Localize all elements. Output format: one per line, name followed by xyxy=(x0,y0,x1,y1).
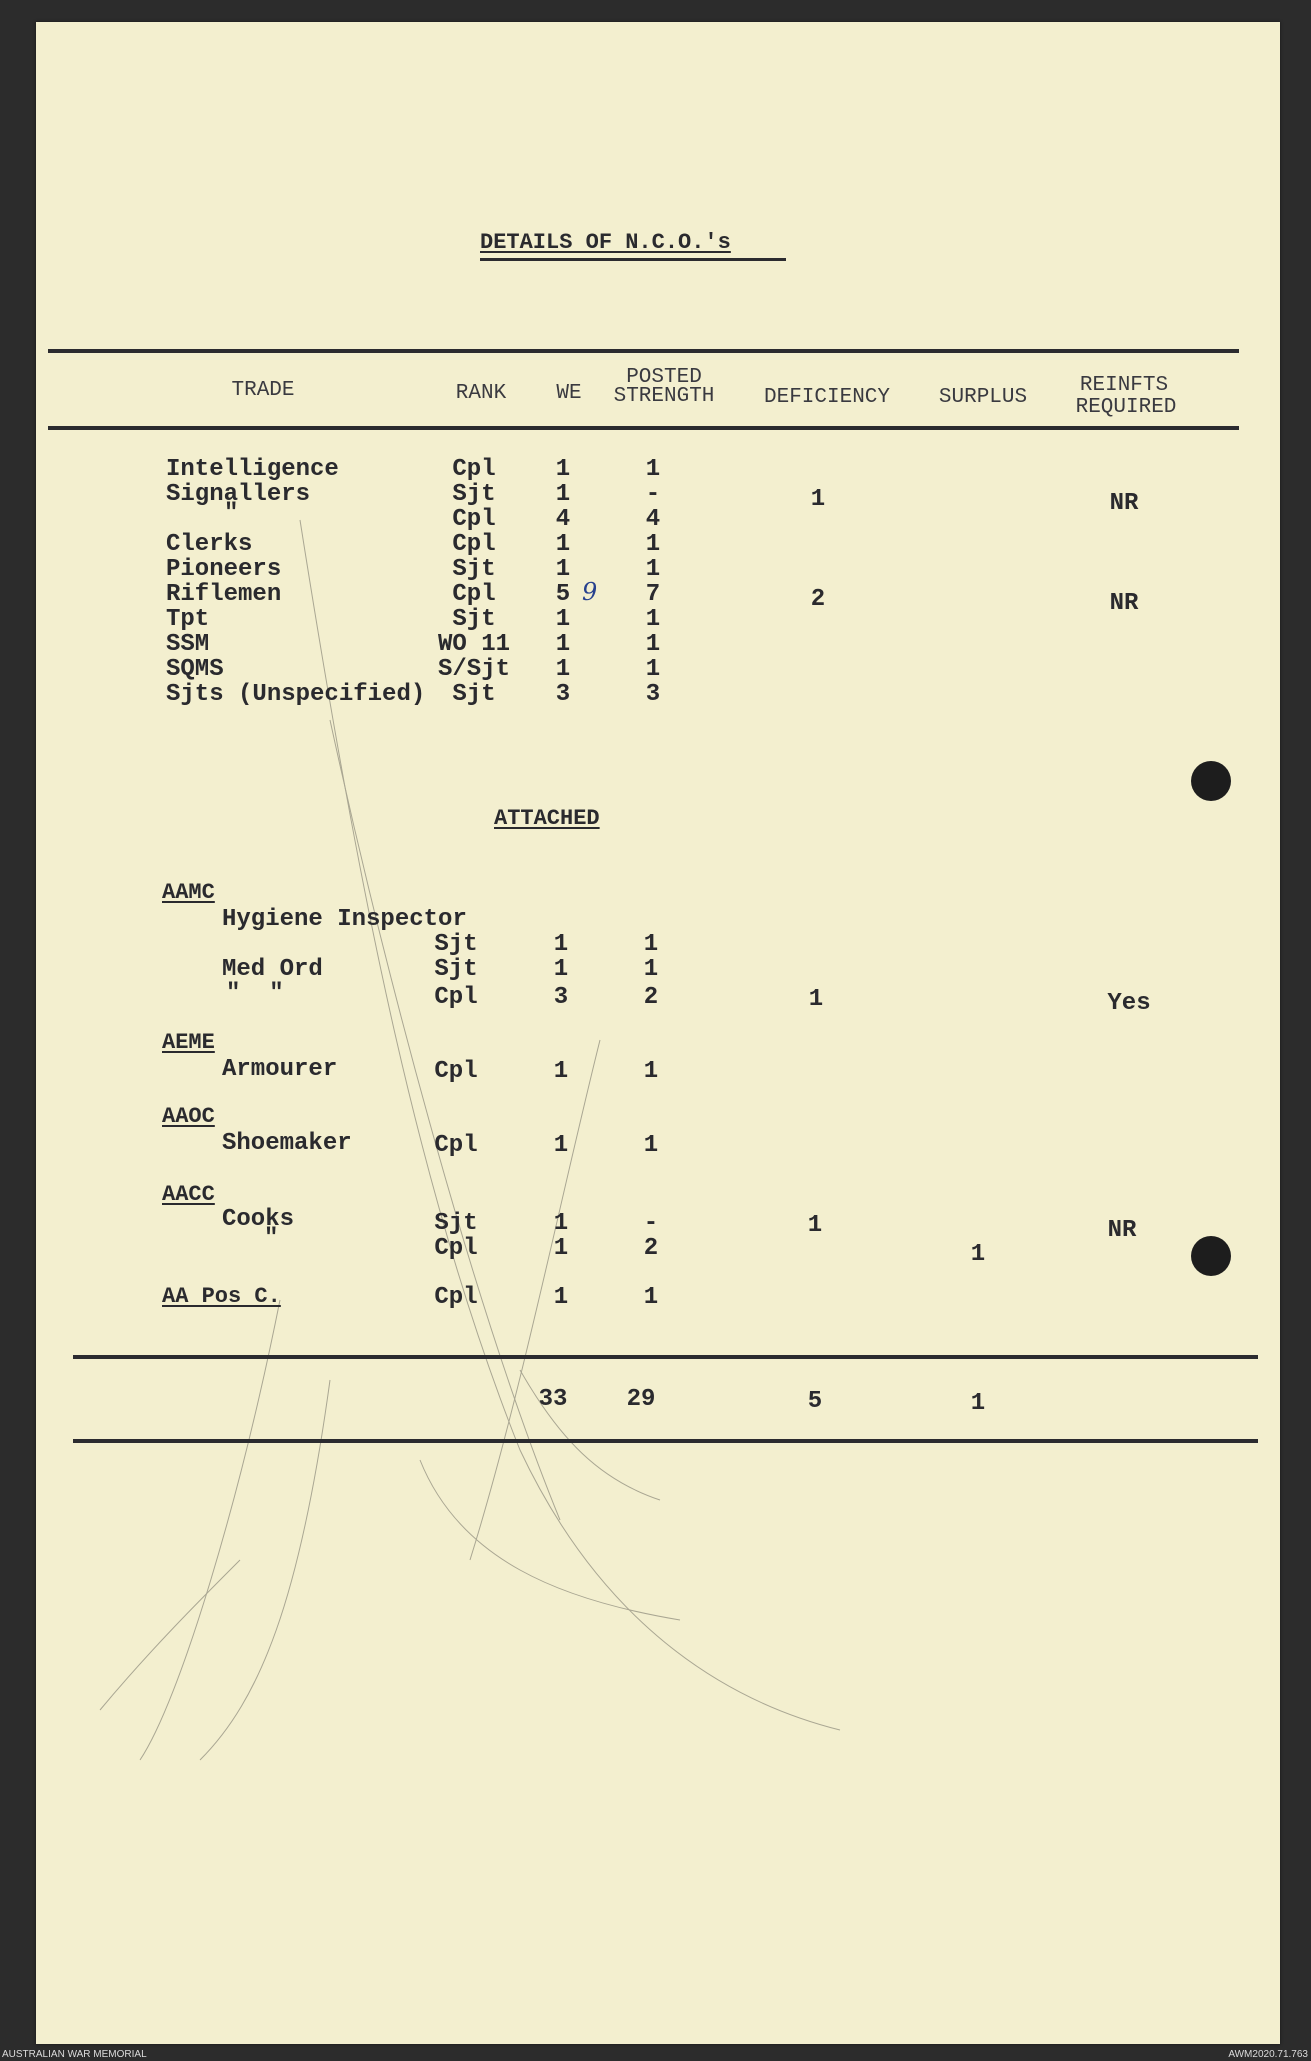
rank-cell: Sjt xyxy=(452,606,496,633)
trade-cell: Tpt xyxy=(166,606,210,633)
posted-cell: 1 xyxy=(643,1058,659,1085)
trade-cell: Sjts (Unspecified) xyxy=(166,681,426,708)
deficiency-cell: 1 xyxy=(807,1212,823,1239)
trade-cell: " xyxy=(264,1225,279,1252)
corps-label-aaoc: AAOC xyxy=(162,1104,215,1129)
trade-cell: Riflemen xyxy=(166,581,282,608)
title-underline xyxy=(480,258,786,261)
corps-label-aapos: AA Pos C. xyxy=(162,1284,281,1309)
table-header-rule xyxy=(48,426,1239,430)
rank-cell: Sjt xyxy=(434,1210,478,1237)
rank-cell: Sjt xyxy=(452,681,496,708)
posted-cell: 1 xyxy=(643,931,659,958)
we-cell: 1 xyxy=(553,1235,569,1262)
we-cell: 1 xyxy=(555,531,571,558)
deficiency-cell: 1 xyxy=(810,486,826,513)
trade-cell: Med Ord xyxy=(222,956,323,983)
total-surplus: 1 xyxy=(970,1390,986,1417)
corps-label-aacc: AACC xyxy=(162,1182,215,1207)
we-cell: 5 xyxy=(555,581,571,608)
total-posted: 29 xyxy=(626,1386,656,1413)
we-cell: 1 xyxy=(553,956,569,983)
trade-cell: Pioneers xyxy=(166,556,282,583)
totals-bottom-rule xyxy=(73,1439,1258,1443)
header-deficiency: DEFICIENCY xyxy=(763,386,891,409)
rank-cell: S/Sjt xyxy=(437,656,511,683)
total-deficiency: 5 xyxy=(807,1388,823,1415)
corps-label-aeme: AEME xyxy=(162,1030,215,1055)
rank-cell: Cpl xyxy=(434,1132,478,1159)
rank-cell: Sjt xyxy=(452,481,496,508)
reinfts-cell: Yes xyxy=(1107,990,1151,1017)
total-we: 33 xyxy=(538,1386,568,1413)
posted-cell: 2 xyxy=(643,1235,659,1262)
rank-cell: Cpl xyxy=(434,1284,478,1311)
page-title: DETAILS OF N.C.O.'s xyxy=(480,230,731,255)
we-cell: 1 xyxy=(553,1284,569,1311)
posted-cell: 1 xyxy=(645,631,661,658)
footer-accession-number: AWM2020.71.763 xyxy=(1228,2049,1308,2060)
posted-cell: 1 xyxy=(645,656,661,683)
rank-cell: Cpl xyxy=(434,1235,478,1262)
reinfts-cell: NR xyxy=(1109,490,1139,517)
trade-cell: Signallers xyxy=(166,481,311,508)
header-rank: RANK xyxy=(455,382,507,405)
posted-cell: 1 xyxy=(645,606,661,633)
trade-cell: " " xyxy=(226,980,284,1007)
rank-cell: Cpl xyxy=(434,984,478,1011)
rank-cell: Cpl xyxy=(452,531,496,558)
header-surplus: SURPLUS xyxy=(938,386,1028,409)
posted-cell: 1 xyxy=(643,956,659,983)
we-cell: 1 xyxy=(555,481,571,508)
trade-cell: Hygiene Inspector xyxy=(222,906,467,933)
posted-cell: - xyxy=(643,1210,659,1237)
we-cell: 3 xyxy=(553,984,569,1011)
reinfts-cell: NR xyxy=(1107,1217,1137,1244)
rank-cell: Cpl xyxy=(452,456,496,483)
trade-cell: Intelligence xyxy=(166,456,339,483)
trade-cell: Clerks xyxy=(166,531,253,558)
deficiency-cell: 1 xyxy=(808,986,824,1013)
deficiency-cell: 2 xyxy=(810,586,826,613)
posted-cell: - xyxy=(645,481,661,508)
posted-cell: 2 xyxy=(643,984,659,1011)
rank-cell: Cpl xyxy=(452,506,496,533)
header-trade: TRADE xyxy=(231,379,295,402)
rank-cell: WO 11 xyxy=(437,631,511,658)
trade-cell: SSM xyxy=(166,631,210,658)
we-cell: 1 xyxy=(555,656,571,683)
we-cell: 1 xyxy=(553,931,569,958)
we-cell: 1 xyxy=(555,556,571,583)
posted-cell: 1 xyxy=(645,531,661,558)
rank-cell: Sjt xyxy=(452,556,496,583)
posted-cell: 7 xyxy=(645,581,661,608)
rank-cell: Cpl xyxy=(434,1058,478,1085)
we-cell: 1 xyxy=(553,1132,569,1159)
posted-cell: 1 xyxy=(645,456,661,483)
handwritten-correction: 9 xyxy=(582,578,598,606)
trade-cell: Cooks xyxy=(222,1206,295,1233)
header-we: WE xyxy=(556,382,582,405)
punch-hole xyxy=(1191,1236,1231,1276)
we-cell: 1 xyxy=(555,456,571,483)
we-cell: 1 xyxy=(555,631,571,658)
table-top-rule xyxy=(48,349,1239,353)
footer-archive-name: AUSTRALIAN WAR MEMORIAL xyxy=(2,2049,147,2060)
trade-cell: Armourer xyxy=(222,1056,338,1083)
reinfts-cell: NR xyxy=(1109,590,1139,617)
corps-label-aamc: AAMC xyxy=(162,880,215,905)
attached-heading: ATTACHED xyxy=(494,806,600,831)
totals-top-rule xyxy=(73,1355,1258,1359)
header-posted-line1: POSTED xyxy=(626,366,702,389)
header-reinfts-line2: REQUIRED xyxy=(1075,396,1177,419)
rank-cell: Sjt xyxy=(434,931,478,958)
punch-hole xyxy=(1191,761,1231,801)
rank-cell: Sjt xyxy=(434,956,478,983)
trade-cell: Shoemaker xyxy=(222,1130,352,1157)
posted-cell: 1 xyxy=(643,1284,659,1311)
posted-cell: 1 xyxy=(645,556,661,583)
we-cell: 1 xyxy=(555,606,571,633)
trade-cell: SQMS xyxy=(166,656,224,683)
surplus-cell: 1 xyxy=(970,1241,986,1268)
trade-cell: " xyxy=(224,500,239,527)
posted-cell: 1 xyxy=(643,1132,659,1159)
posted-cell: 3 xyxy=(645,681,661,708)
we-cell: 3 xyxy=(555,681,571,708)
posted-cell: 4 xyxy=(645,506,661,533)
we-cell: 1 xyxy=(553,1058,569,1085)
we-cell: 4 xyxy=(555,506,571,533)
rank-cell: Cpl xyxy=(452,581,496,608)
header-posted-line2: STRENGTH xyxy=(613,385,715,408)
header-reinfts-line1: REINFTS xyxy=(1079,374,1169,397)
we-cell: 1 xyxy=(553,1210,569,1237)
